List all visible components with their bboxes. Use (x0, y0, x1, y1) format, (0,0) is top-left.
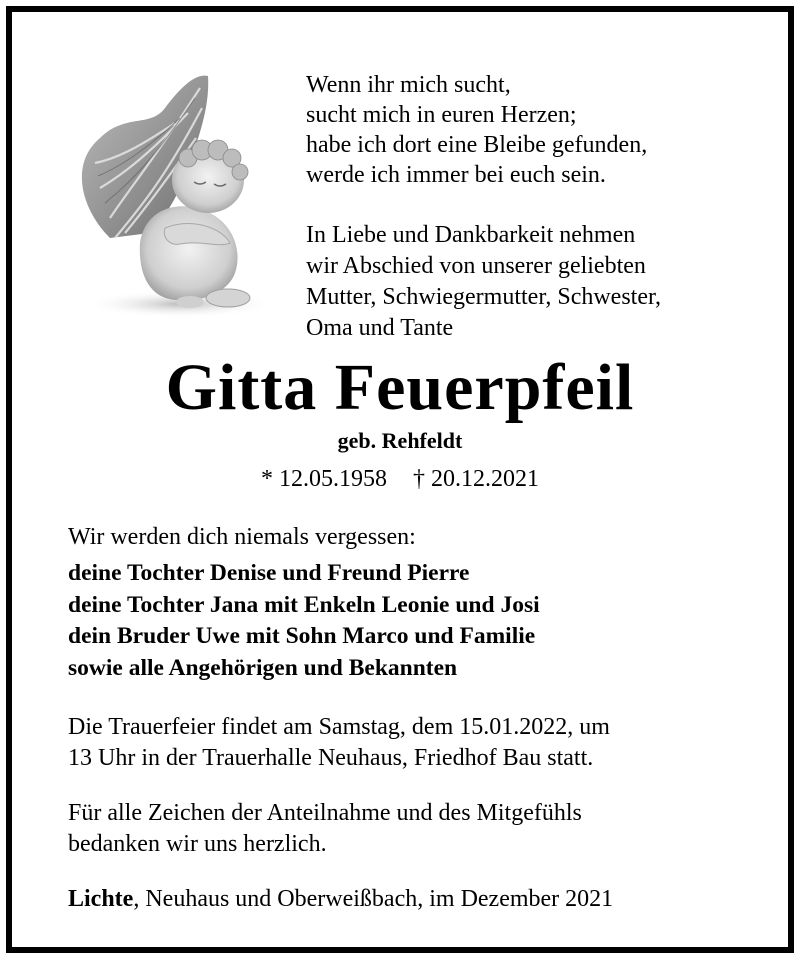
closing-place: Lichte (68, 886, 134, 912)
farewell-intro (306, 220, 661, 344)
sleeping-angel-icon (70, 68, 270, 328)
verse-line: Wenn ihr mich sucht, (306, 72, 511, 98)
thanks-note (68, 798, 582, 860)
verse-line: habe ich dort eine Bleibe gefunden, (306, 132, 648, 158)
thanks-line: bedanken wir uns herzlich. (68, 831, 327, 857)
ceremony-info (68, 712, 610, 774)
intro-line: Mutter, Schwiegermutter, Schwester, (306, 284, 662, 310)
ceremony-line: Die Trauerfeier findet am Samstag, dem 15.01.2022, um (68, 714, 610, 740)
death-date: † 20.12.2021 (413, 466, 539, 492)
verse-line: sucht mich in euren Herzen; (306, 102, 577, 128)
closing-line (68, 884, 613, 915)
closing-rest: , Neuhaus und Oberweißbach, im Dezember 2021 (133, 886, 614, 912)
intro-line: wir Abschied von unserer geliebten (306, 253, 646, 279)
mourners-list (68, 558, 540, 684)
mourner-line: deine Tochter Jana mit Enkeln Leonie und Josi (68, 591, 540, 618)
mourners-intro: Wir werden dich niemals vergessen: (68, 524, 416, 550)
deceased-name: Gitta Feuerpfeil (165, 351, 635, 424)
mourner-line: dein Bruder Uwe mit Sohn Marco und Familie (68, 623, 536, 649)
mourner-line: deine Tochter Denise und Freund Pierre (68, 560, 470, 586)
intro-line: In Liebe und Dankbarkeit nehmen (306, 222, 636, 248)
birth-date: * 12.05.1958 (261, 466, 387, 492)
mourner-line: sowie alle Angehörigen und Bekannten (68, 654, 458, 681)
verse-line: werde ich immer bei euch sein. (306, 162, 606, 188)
obituary-frame (6, 6, 794, 953)
maiden-name: geb. Rehfeldt (337, 428, 463, 453)
verse (306, 70, 647, 190)
ceremony-line: 13 Uhr in der Trauerhalle Neuhaus, Friedhof Bau statt. (68, 745, 594, 771)
intro-line: Oma und Tante (306, 315, 454, 341)
life-dates (12, 464, 788, 494)
thanks-line: Für alle Zeichen der Anteilnahme und des Mitgefühls (68, 800, 582, 826)
